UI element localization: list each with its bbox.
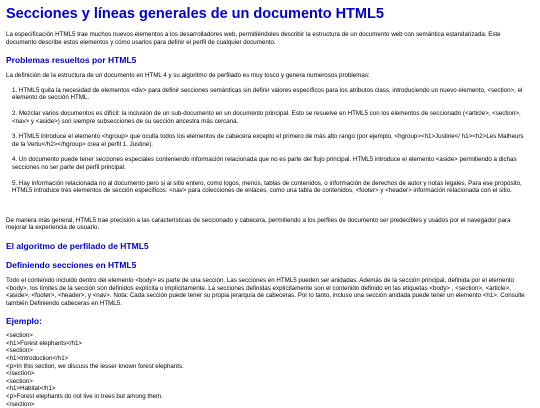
problem-item: 1. HTML5 quita la necesidad de elementos <div> para definir secciones semánticas sin definir valores específicos para los atributos class, introduciendo un nuevo elemento, <section>, el elemento de sección HTML. bbox=[12, 86, 523, 102]
defining-sections-paragraph: Todo el contenido incluido dentro del elemento <body> es parte de una sección. Las secciones en HTML5 pueden ser anidadas. Además de la sección principal, definida por el elemento <body>, los límites de la sección son definidos explícita o implícitamente. La secciones definidas explícitamente son el contenido definido en las etiquetas <body> , <section>, <article>, <aside>, <footer>, <header>, y <nav>. Nota: Cada sección puede tener su propia jerarquía de cabeceras. Por lo tanto, incluso una sección anidada puede tener un elemento <h1>. Consulte también Definiendo cabeceras en HTML5. bbox=[6, 276, 525, 307]
defining-sections-heading: Definiendo secciones en HTML5 bbox=[6, 259, 137, 270]
code-line: <h1>Forest elephants</h1> bbox=[6, 339, 83, 347]
code-line: <p>Forest elephants do not live in trees but among them. bbox=[6, 393, 163, 401]
problem-item: 3. HTML5 introduce el elemento <hgroup> que oculta todos los elementos de cabecera excepto el primero de más alto rango (por ejemplo, <hgroup><h1>Justine</ h1><h2>Les Malheurs de la Vertu</h2></hgroup> crea el perfil 1. Justine). bbox=[12, 133, 524, 148]
code-line: <h1>Introduction</h1> bbox=[6, 355, 69, 363]
example-heading: Ejemplo: bbox=[6, 316, 42, 327]
page-title: Secciones y líneas generales de un documento HTML5 bbox=[6, 6, 384, 22]
problems-list bbox=[6, 87, 532, 195]
code-line: <section> bbox=[6, 377, 33, 385]
code-line: </section> bbox=[6, 370, 35, 378]
code-line: </section> bbox=[6, 400, 35, 408]
intro-paragraph: La especificación HTML5 trae muchos nuevos elementos a los desarrolladores web, permitiéndoles describir la estructura de un documento web con semántica estandarizada. Este documento describe estos elementos y cómo usarlos para definir el perfil de cualquier documento. bbox=[6, 31, 501, 46]
problem-item: 2. Mezclar varios documentos es difícil: la inclusión de un sub-documento en un documento principal. Esto se resuelve en HTML5 con los elementos de seccionado (<article>, <section>, <nav> y <aside>) son siempre subsecciones de su sección ancestra más cercana. bbox=[12, 109, 521, 125]
code-line: <section> bbox=[6, 332, 33, 340]
code-line: <h1>Habitat</h1> bbox=[6, 385, 56, 393]
algorithm-heading: El algoritmo de perfilado de HTML5 bbox=[6, 240, 149, 251]
problems-heading: Problemas resueltos por HTML5 bbox=[6, 55, 137, 66]
summary-paragraph: De manera más general, HTML5 trae precisión a las características de seccionado y cabecera, permitiendo a los perfiles de documento ser predecibles y usados por el navegador para mejorar la experiencia de usuario. bbox=[6, 216, 511, 232]
code-example bbox=[6, 332, 532, 408]
problem-item: 4. Un documento puede tener secciones especiales conteniendo información relacionada que no es parte del flujo principal. HTML5 introduce el elemento <aside> permitiendo a dichas secciones no ser parte del perfil principal. bbox=[12, 156, 517, 171]
problem-item: 5. Hay información relacionada no al documento pero si al sitio entero, como logos, menús, tablas de contenidos, o información de derechos de autor y notas legales. Para ese propósito, HTML5 introduce tres elementos de sección específicos: <nav> para colecciones de enlaces, como una tabla de contenidos, <footer> y <header> información relacionada con el sitio. bbox=[12, 179, 522, 195]
code-line: <p>In this section, we discuss the lesser known forest elephants. bbox=[6, 362, 184, 370]
problems-intro-paragraph: La definición de la estructura de un documento en HTML 4 y su algoritmo de perfilado es muy tosco y genera numerosos problemas: bbox=[6, 72, 370, 80]
code-line: <section> bbox=[6, 347, 33, 355]
